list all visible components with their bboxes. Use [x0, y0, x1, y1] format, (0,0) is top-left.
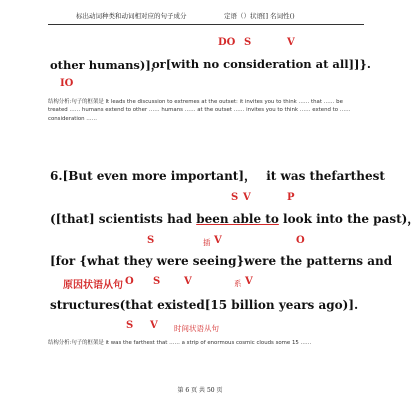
page-footer: 第 6 页 共 50 页	[177, 387, 223, 394]
label-v-6: V	[150, 320, 158, 331]
para1-en1: It leads the discussion to extremes at the outset: it invites you to think	[105, 99, 297, 105]
label-v: V	[287, 37, 295, 48]
label-p: P	[287, 192, 295, 203]
sentence-line-4: structures(that existed[15 billion years ago)].	[50, 298, 359, 312]
label-insert: 插	[203, 238, 211, 247]
para1-en7: invites you to think	[246, 107, 299, 114]
sentence-fragment-2: or[with no consideration at all]]}.	[152, 57, 371, 71]
sentence-fragment-1: other humans)]，	[50, 58, 163, 72]
page-header	[48, 10, 364, 25]
label-do: DO	[218, 37, 236, 48]
sentence-line-2-underlined: been able to	[196, 212, 279, 226]
label-o: O	[296, 235, 305, 246]
label-s-3: S	[147, 235, 155, 246]
label-s-5: S	[126, 320, 134, 331]
label-o-2: O	[125, 276, 134, 287]
para1-en4: humans extend to other	[81, 107, 148, 114]
label-s-2: S	[231, 192, 239, 203]
label-s: S	[244, 37, 252, 48]
para1-en5: humans	[161, 107, 183, 114]
explanation-paragraph-1: 结构分析:句子的框架是 It leads the discussion to extremes at the outset: it invites you to think …… that …… be treated …… humans extend to other …… humans …… at the outset …… invites you to think …… extend to …… consideration ……	[48, 99, 351, 122]
sentence-line-2-post: look into the past)，	[278, 212, 419, 226]
label-linking: 系	[234, 279, 242, 288]
label-v-4: V	[184, 276, 192, 287]
sentence-line-3: [for {what they were seeing}were the patterns and	[50, 254, 393, 268]
para1-en8: extend to	[312, 107, 339, 114]
label-v-2: V	[243, 192, 251, 203]
sentence-line-1	[50, 167, 385, 184]
explanation-paragraph-2: 结构分析:句子的框架是 it was the farthest that …… a strip of enormous cosmic clouds some 15 ……	[48, 340, 312, 346]
para1-en2: that	[310, 99, 322, 105]
sentence-line-1-prefix: 6.[But even more important]，	[50, 169, 257, 183]
header-title: 标出动词种类和动词相对应的句子成分	[76, 12, 187, 20]
para1-en9: consideration	[48, 115, 85, 122]
label-s-4: S	[153, 276, 161, 287]
sentence-line-2	[50, 210, 419, 227]
label-v-5: V	[245, 276, 253, 287]
sentence-line-2-pre: ([that] scientists had	[50, 212, 197, 226]
para1-en6: at the outset	[197, 107, 232, 114]
label-adverbial-clause: 原因状语从句	[63, 280, 123, 291]
sentence-line-1-rest: it was thefarthest	[266, 169, 385, 183]
para1-en3: be treated	[48, 99, 343, 114]
para2-en1: it was the farthest that	[105, 340, 168, 346]
header-legend: 定语（）状语[] 名词性()	[224, 12, 295, 20]
label-time-clause: 时间状语从句	[174, 324, 219, 333]
label-io: IO	[60, 78, 74, 89]
para2-en2: a strip of enormous cosmic clouds some 15	[181, 340, 299, 346]
label-v-3: V	[214, 235, 222, 246]
